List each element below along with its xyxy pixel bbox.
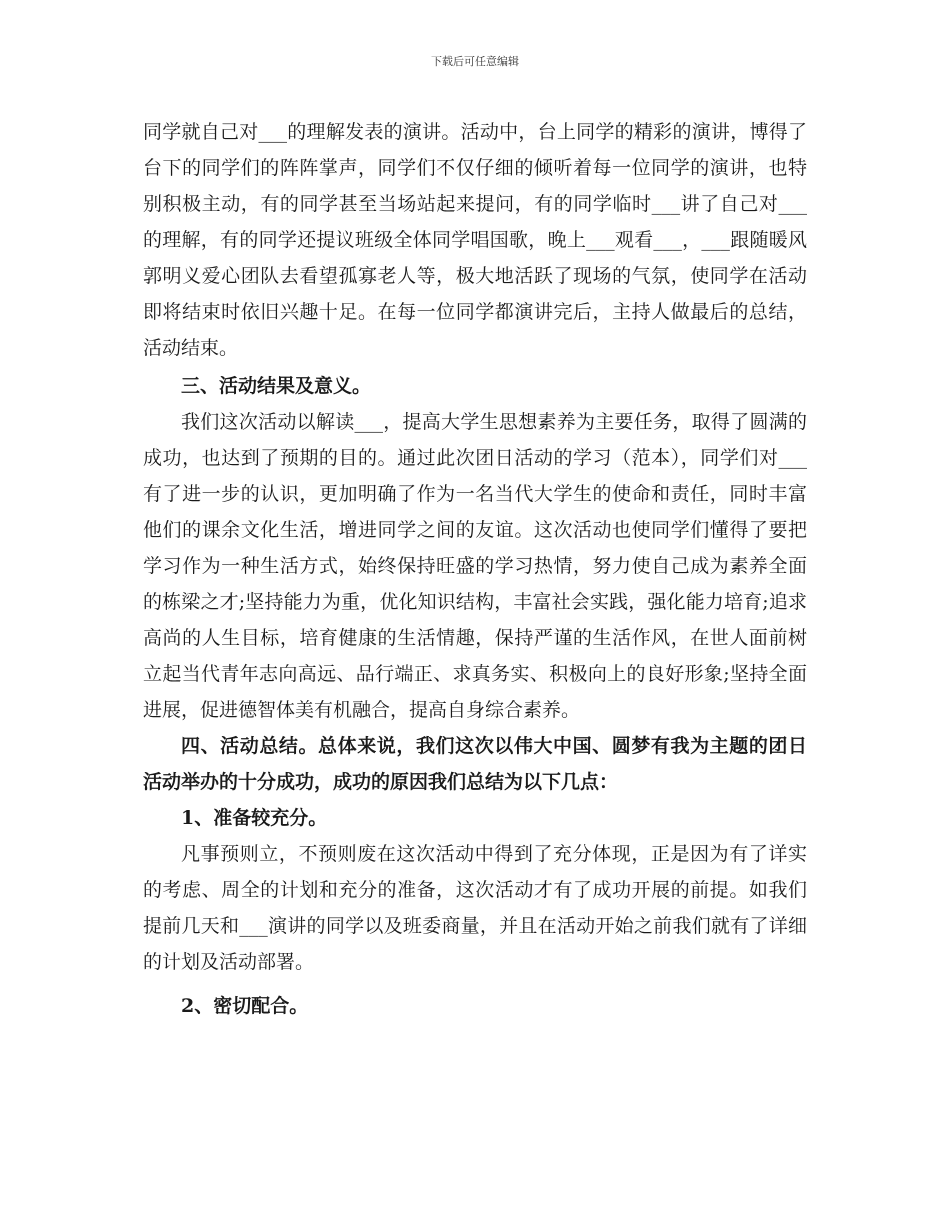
section-heading-summary: 四、活动总结。总体来说，我们这次以伟大中国、圆梦有我为主题的团日活动举办的十分成功，成功的原因我们总结为以下几点： — [143, 735, 807, 793]
document-body — [143, 114, 807, 1024]
paragraph-activity-description: 同学就自己对___的理解发表的演讲。活动中，台上同学的精彩的演讲，博得了台下的同学们的阵阵掌声，同学们不仅仔细的倾听着每一位同学的演讲，也特别积极主动，有的同学甚至当场站起来提问，有的同学临时___讲了自己对___的理解，有的同学还提议班级全体同学唱国歌，晚上___观看___，___跟随暖风郭明义爱心团队去看望孤寡老人等，极大地活跃了现场的气氛，使同学在活动即将结束时依旧兴趣十足。在每一位同学都演讲完后，主持人做最后的总结，活动结束。 — [143, 121, 807, 359]
section-heading-results: 三、活动结果及意义。 — [181, 375, 372, 397]
paragraph-preparation: 凡事预则立，不预则废在这次活动中得到了充分体现，正是因为有了详实的考虑、周全的计划和充分的准备，这次活动才有了成功开展的前提。如我们提前几天和___演讲的同学以及班委商量，并且在活动开始之前我们就有了详细的计划及活动部署。 — [143, 843, 807, 973]
page-header: 下载后可任意编辑 — [431, 55, 519, 68]
paragraph-results-significance: 我们这次活动以解读___，提高大学生思想素养为主要任务，取得了圆满的成功，也达到了预期的目的。通过此次团日活动的学习（范本），同学们对___有了进一步的认识，更加明确了作为一名当代大学生的使命和责任，同时丰富他们的课余文化生活，增进同学之间的友谊。这次活动也使同学们懂得了要把学习作为一种生活方式，始终保持旺盛的学习热情，努力使自己成为素养全面的栋梁之才;坚持能力为重，优化知识结构，丰富社会实践，强化能力培育;追求高尚的人生目标，培育健康的生活情趣，保持严谨的生活作风，在世人面前树立起当代青年志向高远、品行端正、求真务实、积极向上的良好形象;坚持全面进展，促进德智体美有机融合，提高自身综合素养。 — [143, 411, 807, 721]
subheading-preparation: 1、准备较充分。 — [181, 807, 328, 829]
subheading-cooperation: 2、密切配合。 — [181, 995, 309, 1017]
